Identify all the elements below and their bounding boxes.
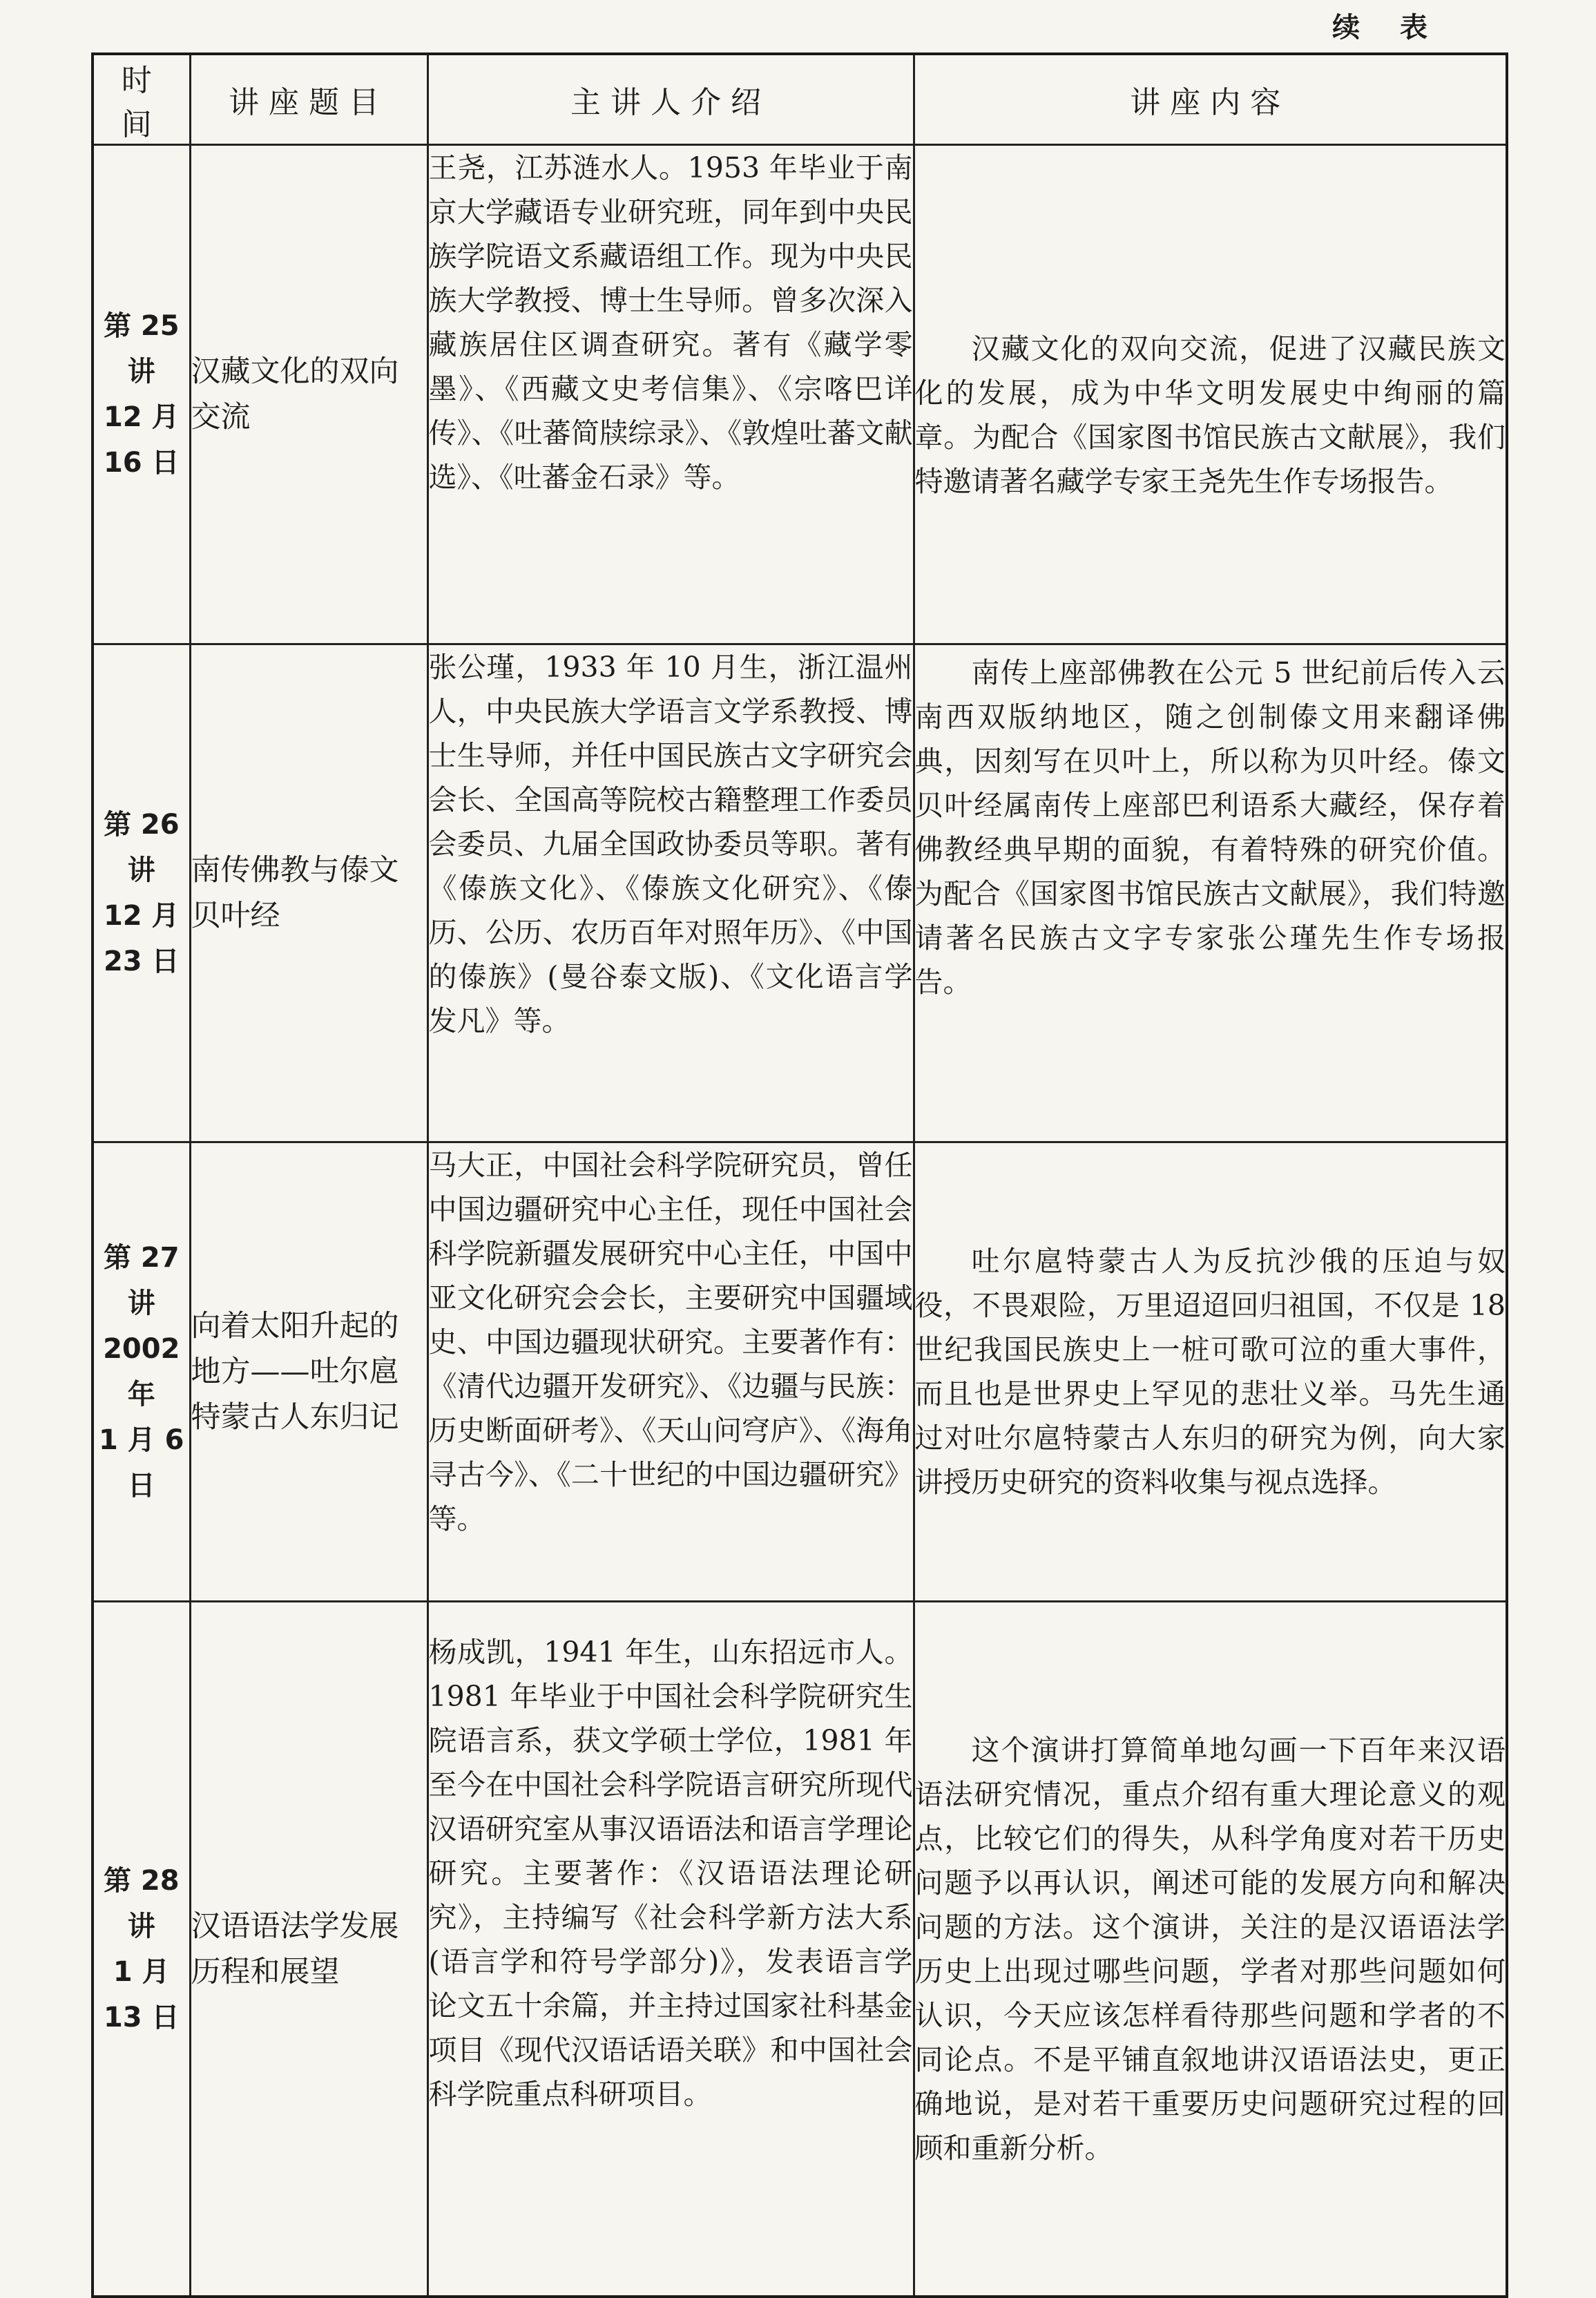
lecture-number: 第 28 讲 [103, 1864, 180, 1942]
cell-speaker-intro: 杨成凯，1941 年生，山东招远市人。1981 年毕业于中国社会科学院研究生院语言系，获文学硕士学位，1981 年至今在中国社会科学院语言研究所现代汉语研究室从事汉语语法和语言学理论研究。主要著作：《汉语语法理论研究》，主持编写《社会科学新方法大系(语言学和符号学部分)》，发表语言学论文五十余篇，并主持过国家社科基金项目《现代汉语话语关联》和中国社会科学院重点科研项目。 [427, 1602, 914, 2297]
cell-lecture-content: 南传上座部佛教在公元 5 世纪前后传入云南西双版纳地区，随之创制傣文用来翻译佛典，因刻写在贝叶上，所以称为贝叶经。傣文贝叶经属南传上座部巴利语系大藏经，保存着佛教经典早期的面貌，有着特殊的研究价值。为配合《国家图书馆民族古文献展》，我们特邀请著名民族古文字专家张公瑾先生作专场报告。 [914, 644, 1507, 1142]
table-row [93, 1602, 1507, 2297]
lecture-number: 第 26 讲 [103, 809, 180, 886]
header-speaker-intro: 主讲人介绍 [427, 54, 914, 145]
cell-time [93, 1602, 190, 2297]
lecture-schedule-table [91, 52, 1508, 2298]
cell-time [93, 1142, 190, 1602]
lecture-number: 第 25 讲 [103, 310, 180, 387]
lecture-date: 1 月 13 日 [103, 1955, 180, 2033]
lecture-date: 1 月 6 日 [98, 1424, 184, 1502]
cell-lecture-title: 汉语语法学发展历程和展望 [190, 1602, 427, 2297]
continued-table-label: 续 表 [1332, 12, 1443, 44]
header-lecture-content: 讲座内容 [914, 54, 1507, 145]
cell-speaker-intro: 张公瑾，1933 年 10 月生，浙江温州人，中央民族大学语言文学系教授、博士生导师，并任中国民族古文字研究会会长、全国高等院校古籍整理工作委员会委员、九届全国政协委员等职。著有《傣族文化》、《傣族文化研究》、《傣历、公历、农历百年对照年历》、《中国的傣族》(曼谷泰文版)、《文化语言学发凡》等。 [427, 644, 914, 1142]
table-row [93, 644, 1507, 1142]
lecture-date: 12 月 16 日 [103, 401, 180, 479]
cell-lecture-title: 汉藏文化的双向交流 [190, 145, 427, 644]
cell-lecture-content: 吐尔扈特蒙古人为反抗沙俄的压迫与奴役，不畏艰险，万里迢迢回归祖国，不仅是 18 世纪我国民族史上一桩可歌可泣的重大事件，而且也是世界史上罕见的悲壮义举。马先生通过对吐尔扈特蒙古人东归的研究为例，向大家讲授历史研究的资料收集与视点选择。 [914, 1142, 1507, 1602]
cell-lecture-title: 向着太阳升起的地方——吐尔扈特蒙古人东归记 [190, 1142, 427, 1602]
cell-time [93, 644, 190, 1142]
cell-speaker-intro: 马大正，中国社会科学院研究员，曾任中国边疆研究中心主任，现任中国社会科学院新疆发展研究中心主任，中国中亚文化研究会会长，主要研究中国疆域史、中国边疆现状研究。主要著作有：《清代边疆开发研究》、《边疆与民族：历史断面研考》、《天山问穹庐》、《海角寻古今》、《二十世纪的中国边疆研究》等。 [427, 1142, 914, 1602]
cell-time [93, 145, 190, 644]
header-time: 时 间 [93, 54, 190, 145]
lecture-date: 12 月 23 日 [103, 900, 180, 977]
table-header-row [93, 54, 1507, 145]
header-lecture-title: 讲座题目 [190, 54, 427, 145]
cell-lecture-content: 这个演讲打算简单地勾画一下百年来汉语语法研究情况，重点介绍有重大理论意义的观点，比较它们的得失，从科学角度对若干历史问题予以再认识，阐述可能的发展方向和解决问题的方法。这个演讲，关注的是汉语语法学历史上出现过哪些问题，学者对那些问题如何认识，今天应该怎样看待那些问题和学者的不同论点。不是平铺直叙地讲汉语语法史，更正确地说，是对若干重要历史问题研究过程的回顾和重新分析。 [914, 1602, 1507, 2297]
cell-speaker-intro: 王尧，江苏涟水人。1953 年毕业于南京大学藏语专业研究班，同年到中央民族学院语文系藏语组工作。现为中央民族大学教授、博士生导师。曾多次深入藏族居住区调查研究。著有《藏学零墨》、《西藏文史考信集》、《宗喀巴详传》、《吐蕃简牍综录》、《敦煌吐蕃文献选》、《吐蕃金石录》等。 [427, 145, 914, 644]
lecture-number: 第 27 讲 [103, 1242, 180, 1319]
cell-lecture-title: 南传佛教与傣文贝叶经 [190, 644, 427, 1142]
lecture-year: 2002 年 [103, 1333, 180, 1410]
cell-lecture-content: 汉藏文化的双向交流，促进了汉藏民族文化的发展，成为中华文明发展史中绚丽的篇章。为配合《国家图书馆民族古文献展》，我们特邀请著名藏学专家王尧先生作专场报告。 [914, 145, 1507, 644]
table-row [93, 145, 1507, 644]
table-row [93, 1142, 1507, 1602]
